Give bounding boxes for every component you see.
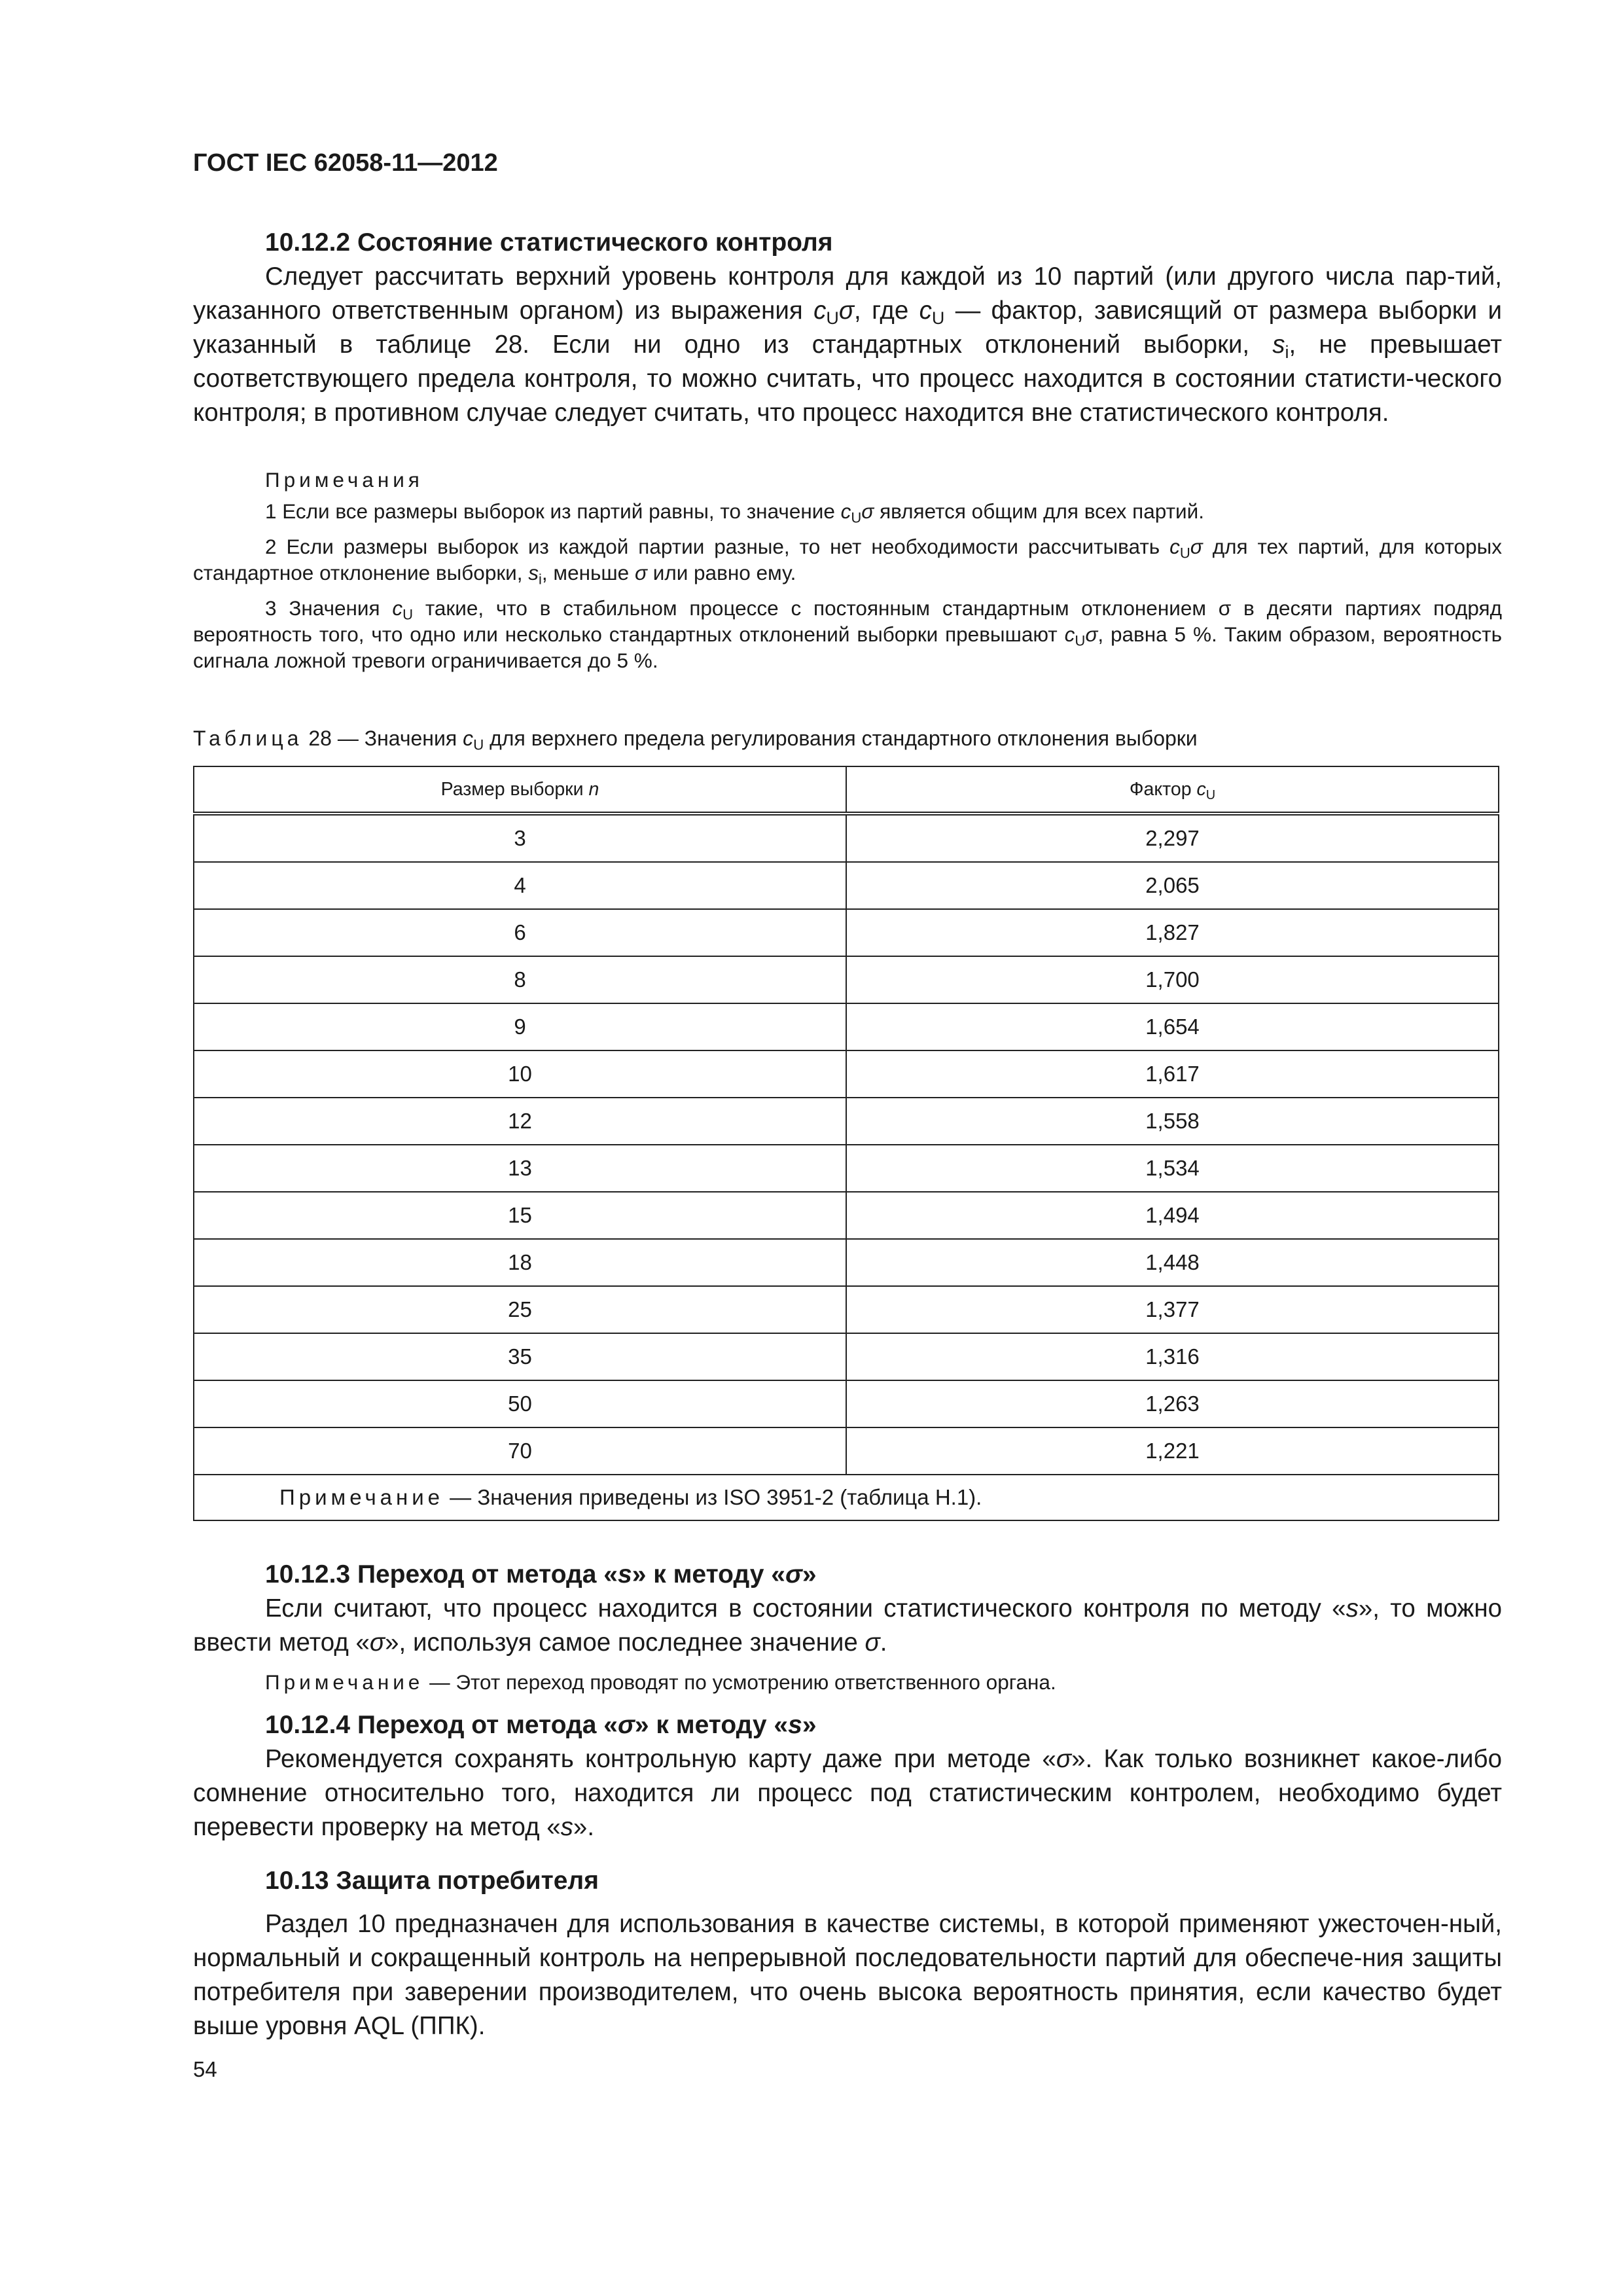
section-title: 10.12.3 Переход от метода «s» к методу «σ» xyxy=(265,1560,817,1588)
note-2: 2 Если размеры выборок из каждой партии разные, то нет необходимости рассчитывать $c_U\sigma$ для тех партий, для которых стандартное отклонение выборки, $s_i$, меньше σ или равно ему. xyxy=(193,535,1502,588)
section-paragraph: Следует рассчитать верхний уровень контроля для каждой из 10 партий (или другого числа пар-тий, указанного ответственным органом) из выражения $c_U\sigma$, где $c_U$ — фактор, зависящий от размера выборки и указанный в таблице 28. Если ни одно из стандартных отклонений выборки, $s_i$, не превышает соответствующего предела контроля, то можно считать, что процесс находится в состоянии статисти-ческого контроля; в противном случае следует считать, что процесс находится вне статистического контроля. xyxy=(193,262,1503,427)
table-row xyxy=(194,1286,1499,1333)
factor-cell: 1,700 xyxy=(846,956,1499,1003)
factor-cell: 2,297 xyxy=(846,814,1499,862)
factor-cell: 1,558 xyxy=(846,1098,1499,1145)
table-row xyxy=(194,1427,1499,1475)
table-row xyxy=(194,862,1499,909)
note-1: 1 Если все размеры выборок из партий равны, то значение $c_U\sigma$ является общим для всех партий. xyxy=(265,499,1204,526)
page-number: 54 xyxy=(193,2057,217,2081)
table-caption: Таблица 28 — Значения $c_U$ для верхнего предела регулирования стандартного отклонения выборки xyxy=(193,726,1198,753)
factor-cell: 1,494 xyxy=(846,1192,1499,1239)
table-row xyxy=(194,1239,1499,1286)
section-10-13 xyxy=(193,1864,1502,2043)
sample-size-cell: 9 xyxy=(194,1003,846,1050)
sample-size-cell: 12 xyxy=(194,1098,846,1145)
factor-cell: 1,263 xyxy=(846,1380,1499,1427)
section-10-12-2 xyxy=(193,226,1502,430)
document-header: ГОСТ IEC 62058-11—2012 xyxy=(193,149,498,177)
table-row xyxy=(194,814,1499,862)
table-row xyxy=(194,1098,1499,1145)
section-10-12-4 xyxy=(193,1708,1502,1844)
column-header-factor: Фактор $c_U$ xyxy=(846,766,1499,814)
sample-size-cell: 25 xyxy=(194,1286,846,1333)
table-row xyxy=(194,1333,1499,1380)
table-header-row xyxy=(194,766,1499,814)
factor-cell: 2,065 xyxy=(846,862,1499,909)
table-row xyxy=(194,1145,1499,1192)
table-row xyxy=(194,1380,1499,1427)
section-paragraph: Если считают, что процесс находится в состоянии статистического контроля по методу «s», то можно ввести метод «σ», используя самое последнее значение σ. xyxy=(193,1594,1502,1657)
table-row xyxy=(194,1192,1499,1239)
factor-cell: 1,534 xyxy=(846,1145,1499,1192)
sample-size-cell: 50 xyxy=(194,1380,846,1427)
sample-size-cell: 4 xyxy=(194,862,846,909)
sample-size-cell: 6 xyxy=(194,909,846,956)
sample-size-cell: 15 xyxy=(194,1192,846,1239)
notes-heading: Примечания xyxy=(265,468,423,492)
factor-cell: 1,654 xyxy=(846,1003,1499,1050)
sample-size-cell: 18 xyxy=(194,1239,846,1286)
notes-block xyxy=(193,467,1502,673)
section-note: Примечание — Этот переход проводят по усмотрению ответственного органа. xyxy=(265,1670,1056,1694)
section-title: 10.13 Защита потребителя xyxy=(265,1867,599,1895)
section-title: 10.12.4 Переход от метода «σ» к методу «s» xyxy=(265,1711,817,1739)
table-note-row xyxy=(194,1475,1499,1520)
sample-size-cell: 35 xyxy=(194,1333,846,1380)
table-note: Примечание — Значения приведены из ISO 3951-2 (таблица H.1). xyxy=(194,1475,1499,1520)
table-row xyxy=(194,909,1499,956)
factor-cell: 1,377 xyxy=(846,1286,1499,1333)
table-row xyxy=(194,1003,1499,1050)
section-title: 10.12.2 Состояние статистического контроля xyxy=(265,228,833,257)
factor-cell: 1,316 xyxy=(846,1333,1499,1380)
table-row xyxy=(194,1050,1499,1098)
factor-cell: 1,617 xyxy=(846,1050,1499,1098)
sample-size-cell: 70 xyxy=(194,1427,846,1475)
table-28 xyxy=(193,766,1499,1521)
table-row xyxy=(194,956,1499,1003)
column-header-sample-size: Размер выборки n xyxy=(194,766,846,814)
section-paragraph: Рекомендуется сохранять контрольную карту даже при методе «σ». Как только возникнет какое-либо сомнение относительно того, находится ли процесс под статистическим контролем, необходимо будет перевести проверку на метод «s». xyxy=(193,1745,1502,1841)
section-paragraph: Раздел 10 предназначен для использования в качестве системы, в которой применяют ужесточен-ный, нормальный и сокращенный контроль на непрерывной последовательности партий для обеспече-ния защиты потребителя при заверении производителем, что очень высока вероятность принятия, если качество будет выше уровня AQL (ППК). xyxy=(193,1910,1502,2040)
sample-size-cell: 8 xyxy=(194,956,846,1003)
factor-cell: 1,221 xyxy=(846,1427,1499,1475)
factor-cell: 1,827 xyxy=(846,909,1499,956)
sample-size-cell: 10 xyxy=(194,1050,846,1098)
note-3: 3 Значения $c_U$ такие, что в стабильном процессе с постоянным стандартным отклонением σ в десяти партиях подряд вероятность того, что одно или несколько стандартных отклонений выборки превышают $c_U\sigma$, равна 5 %. Таким образом, вероятность сигнала ложной тревоги ограничивается до 5 %. xyxy=(193,596,1502,672)
factor-cell: 1,448 xyxy=(846,1239,1499,1286)
sample-size-cell: 3 xyxy=(194,814,846,862)
section-10-12-3 xyxy=(193,1558,1502,1695)
sample-size-cell: 13 xyxy=(194,1145,846,1192)
